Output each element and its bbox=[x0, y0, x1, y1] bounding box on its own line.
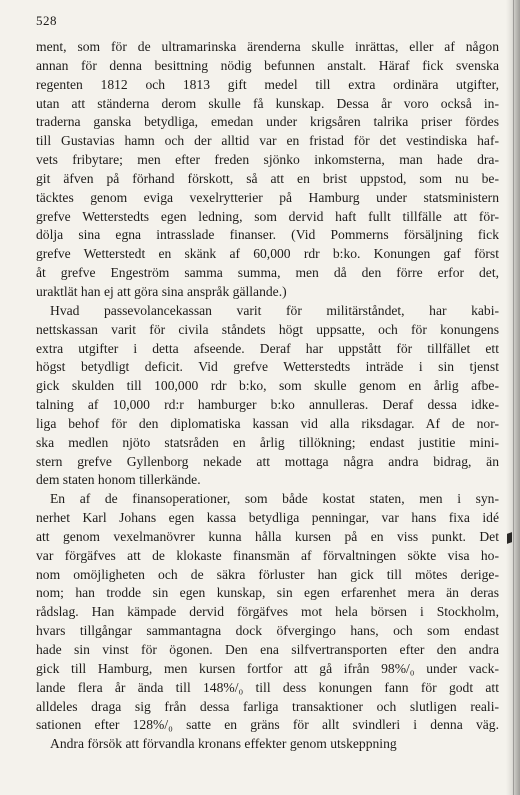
text-line: till Gustavias hamn och der alltid var en fristad för det vestindiska haf- bbox=[36, 133, 499, 149]
text-line: dem staten honom tillerkände. bbox=[36, 472, 201, 488]
text-line: git äfven på förhand förskott, så att en brist uppstod, som nu be- bbox=[36, 170, 499, 186]
text-line: nom; han trodde sin egen kunskap, sin egen erfarenhet mera än deras bbox=[36, 585, 499, 601]
text-line: hade sin vinst för ögonen. Den ena silfvertransporten efter den andra bbox=[36, 642, 499, 657]
text-line: nettskassan varit för civila ståndets högt uppsatte, och för konungens bbox=[36, 321, 499, 337]
text-line: alldeles draga sig från dessa farliga transaktioner och slutligen reali- bbox=[36, 698, 499, 714]
text-line: traderna ganska betydliga, emedan under krigsåren talrika priser fördes bbox=[36, 114, 499, 130]
body-text bbox=[36, 38, 499, 754]
text-line: högst betydligt deficit. Vid grefve Wetterstedts inträde i sin tjenst bbox=[36, 359, 499, 375]
text-line: vets fribytare; men efter freden sjönko inkomsterna, man hade dra- bbox=[36, 152, 499, 168]
text-line: rådslag. Han kämpade dervid förgäfves mot hela börsen i Stockholm, bbox=[36, 604, 499, 620]
text-line: hvars tillgångar sammantagna dock öfvergingo hans, och som endast bbox=[36, 623, 499, 639]
text-line: åt grefve Engeström samma summa, men då den förre erfor det, bbox=[36, 265, 499, 281]
margin-ink-mark bbox=[507, 532, 512, 544]
text-line: utan att ständerna derom skulle få kunskap. Dessa år voro också in- bbox=[36, 95, 499, 111]
text-line: sationen efter 128%/₀ satte en gräns för allt svindleri i denna väg. bbox=[36, 717, 499, 733]
text-line: lande flera år ända till 148%/₀ till dess konungen fann för godt att bbox=[36, 679, 499, 695]
text-line: täcktes genom eviga vexelrytterier på Hamburg under statsministern bbox=[36, 189, 499, 205]
text-line: Andra försök att förvandla kronans effekter genom utskeppning bbox=[50, 736, 397, 752]
text-line: grefve Wetterstedt en skänk af 60,000 rdr b:ko. Konungen gaf först bbox=[36, 246, 499, 262]
page-number: 528 bbox=[36, 13, 57, 28]
text-line: var förgäfves att de klokaste finansmän af förvaltningen sökte visa ho- bbox=[36, 547, 499, 563]
text-line: En af de finansoperationer, som både kostat staten, men i syn- bbox=[50, 491, 499, 507]
text-line: Hvad passevolancekassan varit för militärståndet, har kabi- bbox=[50, 302, 499, 318]
text-line: gick skulden till 100,000 rdr b:ko, som skulle genom en årlig afbe- bbox=[36, 378, 499, 394]
text-line: grefve Wetterstedts egen ledning, som dervid haft fullt tillfälle att för- bbox=[36, 208, 499, 224]
text-line: nom omöjligheten och de säkra förluster han gick till mötes derige- bbox=[36, 566, 499, 582]
text-line: talning af 10,000 rd:r hamburger b:ko annulleras. Deraf dessa idke- bbox=[36, 397, 499, 413]
text-line: stern grefve Gyllenborg nekade att mottaga några andra bidrag, än bbox=[36, 453, 499, 469]
text-line: annan för denna besittning nödig befunnen anstalt. Häraf fick svenska bbox=[36, 57, 499, 73]
text-line: ska medlen njöto statsråden en årlig tillökning; endast justitie mini- bbox=[36, 434, 499, 450]
text-line: nerhet Karl Johans egen kassa betydliga penningar, var hans fixa idé bbox=[36, 510, 499, 526]
text-line: att genom vexelmanövrer kunna hålla kursen på en viss punkt. Det bbox=[36, 528, 499, 544]
text-line: dölja sina egna intrasslade finanser. (Vid Pommerns försäljning fick bbox=[36, 227, 499, 243]
text-line: uraktlät han ej att göra sina anspråk gällande.) bbox=[36, 283, 287, 299]
text-line: liga behof för den diplomatiska kassan vid alla riksdagar. Af de nor- bbox=[36, 415, 499, 431]
text-line: ment, som för de ultramarinska ärenderna skulle inrättas, eller af någon bbox=[36, 39, 499, 54]
text-line: extra utgifter i detta afseende. Deraf har uppstått för tillfället ett bbox=[36, 340, 499, 356]
page-edge-line bbox=[513, 0, 514, 795]
text-line: gick till Hamburg, men kursen fortfor att gå ifrån 98%/₀ under vack- bbox=[36, 660, 499, 676]
text-line: regenten 1812 och 1813 gift medel till extra ordinära utgifter, bbox=[36, 76, 499, 92]
